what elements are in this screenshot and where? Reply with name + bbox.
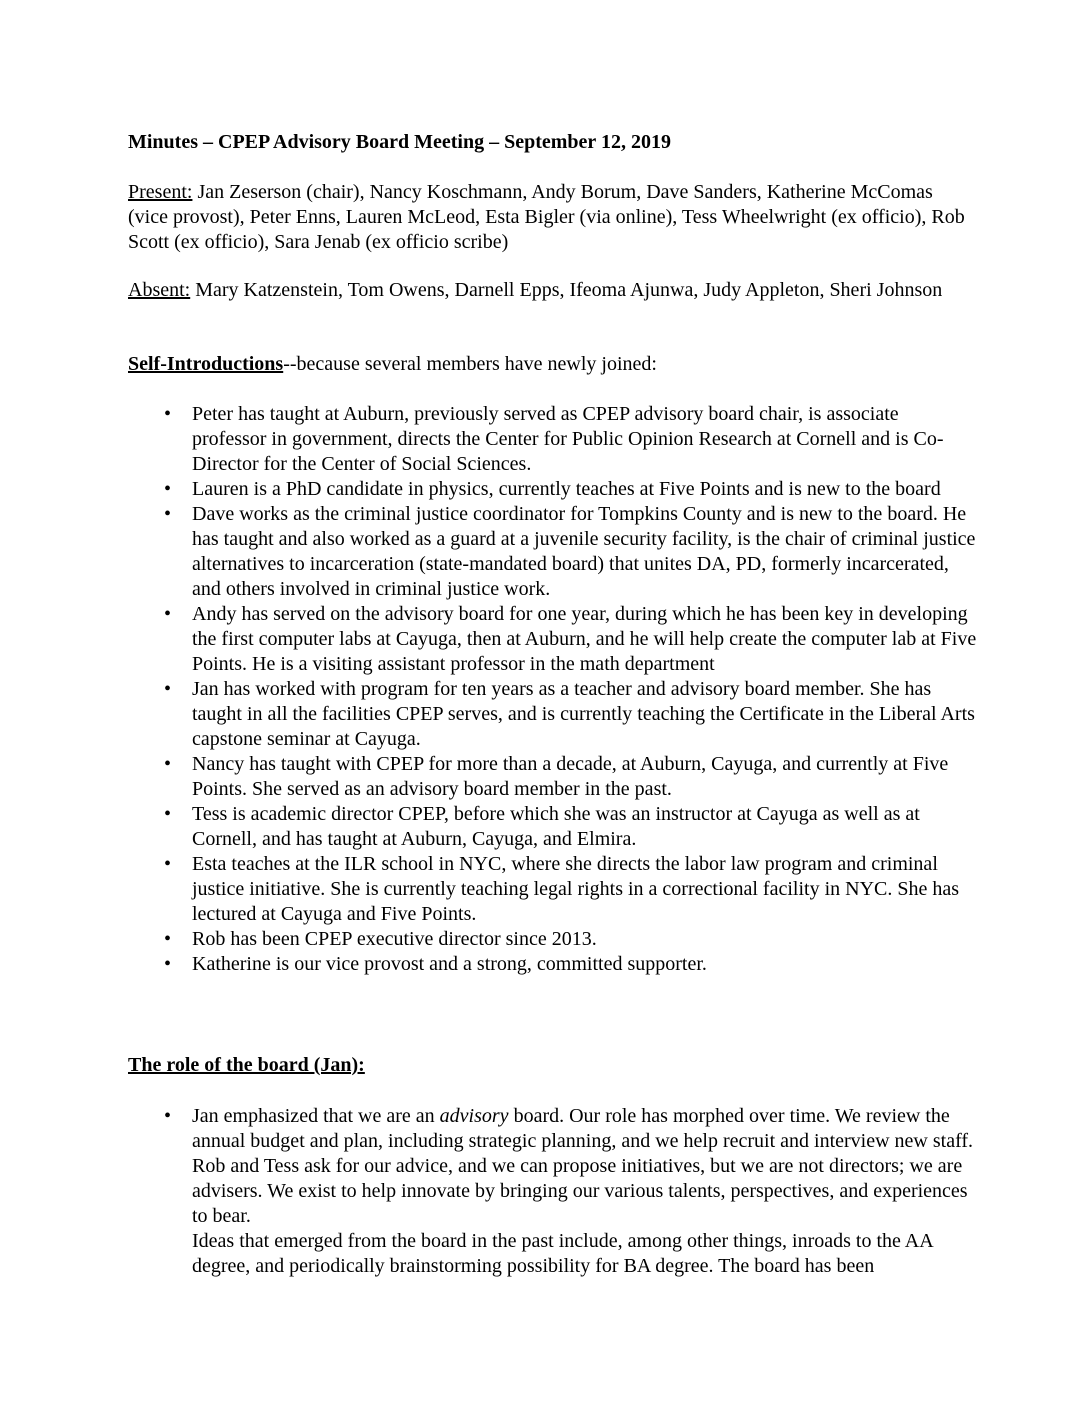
self-introductions-tail: --because several members have newly joined:	[283, 353, 657, 375]
present-text: Jan Zeserson (chair), Nancy Koschmann, Andy Borum, Dave Sanders, Katherine McComas (vice provost), Peter Enns, Lauren McLeod, Esta Bigler (via online), Tess Wheelwright (ex officio), Rob Scott (ex officio), Sara Jenab (ex officio scribe)	[128, 181, 965, 253]
introductions-list	[128, 402, 978, 977]
role-item-post: board. Our role has morphed over time. We review the annual budget and plan, including strategic planning, and we help recruit and interview new staff. Rob and Tess ask for our advice, and we can propose initiatives, but we are not directors; we are advisers. We exist to help innovate by bringing our various talents, perspectives, and experiences to bear.	[192, 1105, 974, 1227]
role-list	[128, 1104, 978, 1279]
self-introductions-heading	[128, 352, 968, 377]
self-introductions-label: Self-Introductions	[128, 353, 284, 375]
bullet-icon: •	[164, 953, 172, 975]
list-item-text: Rob has been CPEP executive director since 2013.	[192, 928, 597, 950]
list-item	[128, 927, 978, 952]
list-item-text: Nancy has taught with CPEP for more than a decade, at Auburn, Cayuga, and currently at Five Points. She served as an advisory board member in the past.	[192, 753, 949, 800]
list-item	[128, 602, 978, 677]
list-item	[128, 802, 978, 852]
bullet-icon: •	[164, 678, 172, 700]
bullet-icon: •	[164, 603, 172, 625]
list-item-text: Andy has served on the advisory board for one year, during which he has been key in developing the first computer labs at Cayuga, then at Auburn, and he will help create the computer lab at Five Points. He is a visiting assistant professor in the math department	[192, 603, 977, 675]
present-label: Present:	[128, 181, 193, 203]
bullet-icon: •	[164, 803, 172, 825]
role-item-emphasis: advisory	[439, 1105, 509, 1127]
list-item	[128, 952, 978, 977]
role-item-pre: Jan emphasized that we are an	[192, 1105, 440, 1127]
list-item	[128, 852, 978, 927]
bullet-icon: •	[164, 928, 172, 950]
absent-label: Absent:	[128, 279, 191, 301]
list-item	[128, 1104, 978, 1279]
bullet-icon: •	[164, 853, 172, 875]
list-item	[128, 677, 978, 752]
list-item-text	[192, 1104, 978, 1279]
bullet-icon: •	[164, 1105, 172, 1127]
bullet-icon: •	[164, 403, 172, 425]
list-item-text: Lauren is a PhD candidate in physics, currently teaches at Five Points and is new to the board	[192, 478, 941, 500]
list-item-text: Katherine is our vice provost and a strong, committed supporter.	[192, 953, 707, 975]
bullet-icon: •	[164, 753, 172, 775]
bullet-icon: •	[164, 478, 172, 500]
list-item-text: Jan has worked with program for ten years as a teacher and advisory board member. She has taught in all the facilities CPEP serves, and is currently teaching the Certificate in the Liberal Arts capstone seminar at Cayuga.	[192, 678, 975, 750]
role-heading	[128, 1053, 968, 1078]
list-item-text: Tess is academic director CPEP, before which she was an instructor at Cayuga as well as at Cornell, and has taught at Auburn, Cayuga, and Elmira.	[192, 803, 920, 850]
document-title: Minutes – CPEP Advisory Board Meeting – September 12, 2019	[128, 131, 671, 153]
list-item-text: Peter has taught at Auburn, previously served as CPEP advisory board chair, is associate professor in government, directs the Center for Public Opinion Research at Cornell and is Co-Director for the Center of Social Sciences.	[192, 403, 944, 475]
list-item	[128, 477, 978, 502]
list-item-text: Esta teaches at the ILR school in NYC, where she directs the labor law program and criminal justice initiative. She is currently teaching legal rights in a correctional facility in NYC. She has lectured at Cayuga and Five Points.	[192, 853, 960, 925]
list-item	[128, 752, 978, 802]
role-heading-label: The role of the board (Jan):	[128, 1054, 365, 1076]
list-item	[128, 402, 978, 477]
role-item-note: Ideas that emerged from the board in the past include, among other things, inroads to the AA degree, and periodically brainstorming possibility for BA degree. The board has been	[192, 1230, 933, 1277]
absent-text: Mary Katzenstein, Tom Owens, Darnell Epps, Ifeoma Ajunwa, Judy Appleton, Sheri Johnson	[190, 279, 943, 301]
present-paragraph	[128, 180, 968, 255]
absent-paragraph	[128, 278, 968, 303]
list-item-text: Dave works as the criminal justice coordinator for Tompkins County and is new to the board. He has taught and also worked as a guard at a juvenile security facility, is the chair of criminal justice alternatives to incarceration (state-mandated board) that unites DA, PD, formerly incarcerated, and others involved in criminal justice work.	[192, 503, 976, 600]
list-item	[128, 502, 978, 602]
bullet-icon: •	[164, 503, 172, 525]
